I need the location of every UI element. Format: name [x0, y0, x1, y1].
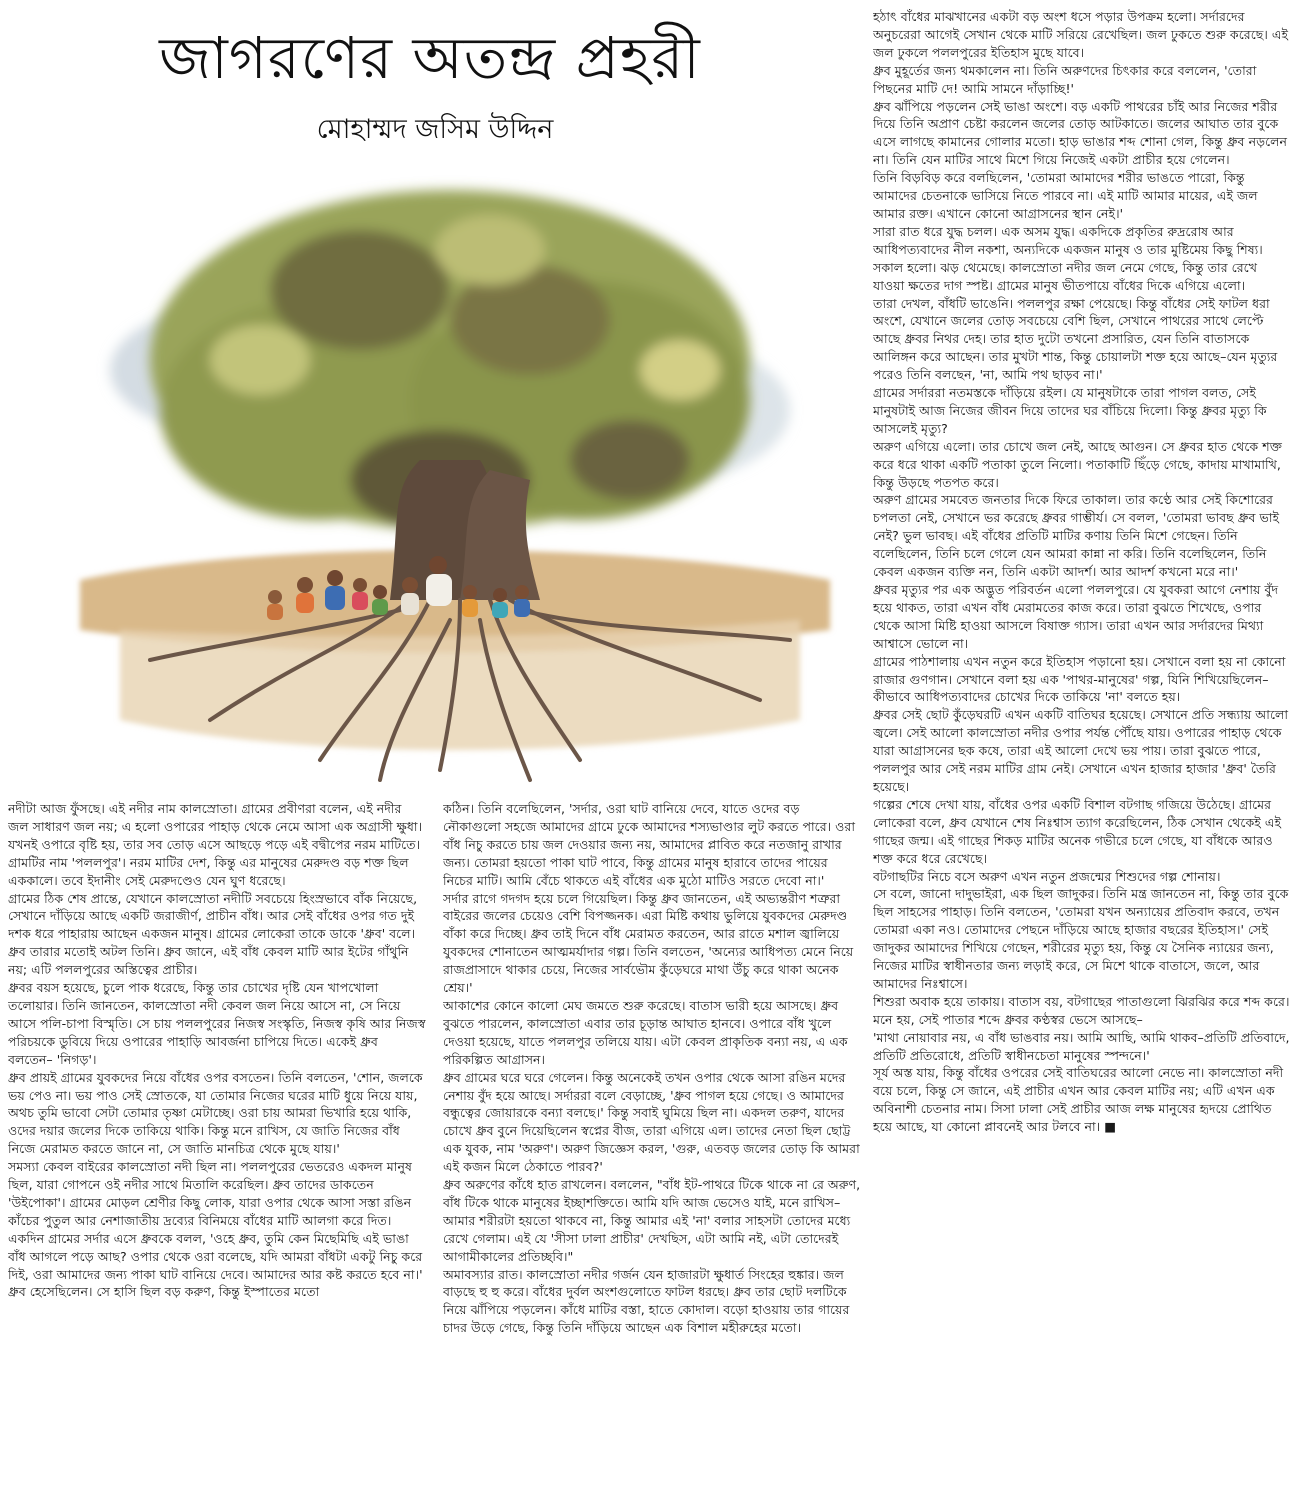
paragraph: বটগাছটির নিচে বসে অরুণ এখন নতুন প্রজন্মের শিশুদের গল্প শোনায়।: [873, 868, 1221, 884]
tree-with-people-illustration: [60, 160, 840, 790]
paragraph: গ্রামের সর্দাররা নতমস্তকে দাঁড়িয়ে রইল। যে মানুষটাকে তারা পাগল বলত, সেই মানুষটাই আজ নিজের জীবন দিয়ে তাদের ঘর বাঁচিয়ে দিলো। কিন্তু ধ্রুবর মৃত্যু কি আসলেই মৃত্যু?: [873, 385, 1267, 436]
paragraph: সমস্যা কেবল বাইরের কালস্রোতা নদী ছিল না। পললপুরের ভেতরেও একদল মানুষ ছিল, যারা গোপনে ওই নদীর সাথে মিতালি করেছিল। ধ্রুব তাদের ডাকতেন 'উইপোকা'। গ্রামের মোড়ল শ্রেণীর কিছু লোক, যারা ওপার থেকে আসা সস্তা রঙিন কাঁচের পুতুল আর নেশাজাতীয় দ্রব্যের বিনিময়ে বাঁধের মাটি আলগা করে দিত।: [8, 1159, 412, 1228]
article-column-middle: [443, 800, 861, 1496]
paragraph: ধ্রুব অরুণের কাঁধে হাত রাখলেন। বললেন, "বাঁধ ইট-পাথরে টিকে থাকে না রে অরুণ, বাঁধ টিকে থাকে মানুষের ইচ্ছাশক্তিতে। আমি যদি আজ ভেসেও যাই, মনে রাখিস–আমার শরীরটা হয়তো থাকবে না, কিন্তু আমার এই 'না' বলার সাহসটা তোদের মধ্যে রেখে গেলাম। এই যে 'সীসা ঢালা প্রাচীর' দেখছিস, এটা আমি নই, এটা তোদেরই আগামীকালের প্রতিচ্ছবি।": [443, 1177, 861, 1264]
paragraph: ধ্রুবর বয়স হয়েছে, চুলে পাক ধরেছে, কিন্তু তার চোখের দৃষ্টি যেন খাপখোলা তলোয়ার। তিনি জানতেন, কালস্রোতা নদী কেবল জল নিয়ে আসে না, সে নিয়ে আসে পলি-চাপা বিস্মৃতি। সে চায় পললপুরের নিজস্ব সংস্কৃতি, নিজস্ব কৃষি আর নিজস্ব পরিচয়কে ডুবিয়ে দিয়ে ওপারের পাহাড়ি আবর্জনা চাপিয়ে দিতে। একেই ধ্রুব বলতেন– 'নিগড়'।: [8, 980, 426, 1067]
paragraph: নদীটা আজ ফুঁসছে। এই নদীর নাম কালস্রোতা। গ্রামের প্রবীণরা বলেন, এই নদীর জল সাধারণ জল নয়; এ হলো ওপারের পাহাড় থেকে নেমে আসা এক অগ্রাসী ক্ষুধা। যখনই ওপারে বৃষ্টি হয়, তার সব তোড় এসে আছড়ে পড়ে এই বদ্বীপের নরম মাটিতে। গ্রামটির নাম 'পললপুর'। নরম মাটির দেশ, কিন্তু এর মানুষের মেরুদণ্ড বড় শক্ত ছিল এককালে। তবে ইদানীং সেই মেরুদণ্ডেও যেন ঘুণ ধরেছে।: [8, 801, 423, 888]
paragraph: সে বলে, জানো দাদুভাইরা, এক ছিল জাদুকর। তিনি মন্ত্র জানতেন না, কিন্তু তার বুকে ছিল সাহসের পাহাড়। তিনি বলতেন, 'তোমরা যখন অন্যায়ের প্রতিবাদ করবে, তখন তোমরা একা নও। তোমাদের পেছনে দাঁড়িয়ে আছে হাজার বছরের ইতিহাস।' সেই জাদুকর আমাদের শিখিয়ে গেছেন, শরীরের মৃত্যু হয়, কিন্তু যে সৈনিক ন্যায়ের জন্য, নিজের মাটির স্বাধীনতার জন্য লড়াই করে, সে মিশে থাকে বাতাসে, জলে, আর আমাদের নিঃশ্বাসে।: [873, 886, 1289, 991]
article-author: মোহাম্মদ জসিম উদ্দিন: [316, 114, 554, 145]
article-column-right: [873, 8, 1291, 1496]
paragraph: ধ্রুব গ্রামের ঘরে ঘরে গেলেন। কিন্তু অনেকেই তখন ওপার থেকে আসা রঙিন মদের নেশায় বুঁদ হয়ে আছে। সর্দাররা বলে বেড়াচ্ছে, 'ধ্রুব পাগল হয়ে গেছে। ও আমাদের বন্ধুত্বের জোয়ারকে বন্যা বলছে।' কিন্তু সবাই ঘুমিয়ে ছিল না। একদল তরুণ, যাদের চোখে ধ্রুব বুনে দিয়েছিলেন স্বপ্নের বীজ, তারা এগিয়ে এল। তাদের নেতা ছিল ছোট্ট এক যুবক, নাম 'অরুণ'। অরুণ জিজ্ঞেস করল, 'গুরু, এতবড় জলের তোড় কি আমরা এই কজন মিলে ঠেকাতে পারব?': [443, 1069, 860, 1175]
paragraph: অরুণ এগিয়ে এলো। তার চোখে জল নেই, আছে আগুন। সে ধ্রুবর হাত থেকে শক্ত করে ধরে থাকা একটি পতাকা তুলে নিলো। পতাকাটি ছিঁড়ে গেছে, কাদায় মাখামাখি, কিন্তু উড়ছে পতপত করে।: [873, 438, 1282, 490]
paragraph: 'মাথা নোয়াবার নয়, এ বাঁধ ভাঙবার নয়। আমি আছি, আমি থাকব–প্রতিটি প্রতিবাদে, প্রতিটি প্রতিরোধে, প্রতিটি স্বাধীনচেতা মানুষের স্পন্দনে।': [873, 1029, 1290, 1063]
paragraph: কঠিন। তিনি বলেছিলেন, 'সর্দার, ওরা ঘাট বানিয়ে দেবে, যাতে ওদের বড় নৌকাগুলো সহজে আমাদের গ্রামে ঢুকে আমাদের শস্যভাণ্ডার লুট করতে পারে। ওরা বাঁধ নিচু করতে চায় জল দেওয়ার জন্য নয়, আমাদের প্লাবিত করে নতজানু রাখার জন্য। তোমরা হয়তো পাকা ঘাট পাবে, কিন্তু গ্রামের মানুষ হারাবে তাদের পায়ের নিচের মাটি। আমি বেঁচে থাকতে এই বাঁধের এক মুঠো মাটিও সরতে দেবো না।': [443, 801, 856, 888]
article-title: জাগরণের অতন্দ্র প্রহরী: [159, 24, 701, 92]
paragraph: ধ্রুব ঝাঁপিয়ে পড়লেন সেই ভাঙা অংশে। বড় একটি পাথরের চাঁই আর নিজের শরীর দিয়ে তিনি অপ্রাণ চেষ্টা করলেন জলের তোড় আটকাতে। জলের আঘাত তার বুকে এসে লাগছে কামানের গোলার মতো। হাড় ভাঙার শব্দ শোনা গেল, কিন্তু ধ্রুব নড়লেন না। তিনি যেন মাটির সাথে মিশে গিয়ে নিজেই একটা প্রাচীর হয়ে গেলেন।: [873, 98, 1288, 168]
paragraph: একদিন গ্রামের সর্দার এসে ধ্রুবকে বলল, 'ওহে ধ্রুব, তুমি কেন মিছেমিছি এই ভাঙা বাঁধ আগলে পড়ে আছ? ওপার থেকে ওরা বলেছে, যদি আমরা বাঁধটা একটু নিচু করে দিই, ওরা আমাদের জন্য পাকা ঘাট বানিয়ে দেবে। আমাদের আর কষ্ট করতে হবে না।': [8, 1230, 423, 1282]
paragraph: গল্পের শেষে দেখা যায়, বাঁধের ওপর একটি বিশাল বটগাছ গজিয়ে উঠেছে। গ্রামের লোকেরা বলে, ধ্রুব যেখানে শেষ নিঃশ্বাস ত্যাগ করেছিলেন, ঠিক সেখান থেকেই এই গাছের জন্ম। এই গাছের শিকড় মাটির অনেক গভীরে চলে গেছে, যা বাঁধকে আরও শক্ত করে ধরে রেখেছে।: [873, 796, 1281, 866]
paragraph: হঠাৎ বাঁধের মাঝখানের একটা বড় অংশ ধসে পড়ার উপক্রম হলো। সর্দারদের অনুচরেরা আগেই সেখান থেকে মাটি সরিয়ে রেখেছিল। জল ঢুকতে শুরু করেছে। এই জল ঢুকলে পললপুরের ইতিহাস মুছে যাবে।: [873, 9, 1289, 60]
paragraph: গ্রামের পাঠশালায় এখন নতুন করে ইতিহাস পড়ানো হয়। সেখানে বলা হয় না কোনো রাজার গুণগান। সেখানে বলা হয় এক 'পাথর-মানুষের' গল্প, যিনি শিখিয়েছিলেন–কীভাবে আধিপত্যবাদের চোখের দিকে তাকিয়ে 'না' বলতে হয়।: [873, 653, 1286, 705]
paragraph: গ্রামের ঠিক শেষ প্রান্তে, যেখানে কালস্রোতা নদীটি সবচেয়ে হিংস্রভাবে বাঁক নিয়েছে, সেখানে দাঁড়িয়ে আছে একটি জরাজীর্ণ, প্রাচীন বাঁধ। আর সেই বাঁধের ওপর গত দুই দশক ধরে পাহারায় আছেন একজন মানুষ। গ্রামের লোকেরা তাকে ডাকে 'ধ্রুব' বলে। ধ্রুব তারার মতোই অটল তিনি। ধ্রুব জানে, এই বাঁধ কেবল মাটি আর ইটের গাঁথুনি নয়; এটি পললপুরের অস্তিত্বের প্রাচীর।: [8, 890, 418, 978]
paragraph: তিনি বিড়বিড় করে বলছিলেন, 'তোমরা আমাদের শরীর ভাঙতে পারো, কিন্তু আমাদের চেতনাকে ভাসিয়ে নিতে পারবে না। এই মাটি আমার মায়ের, এই জল আমার রক্ত। এখানে কোনো আগ্রাসনের স্থান নেই।': [873, 170, 1258, 221]
paragraph: ধ্রুব মুহূর্তের জন্য থমকালেন না। তিনি অরুণদের চিৎকার করে বললেন, 'তোরা পিছনের মাটি দে! আমি সামনে দাঁড়াচ্ছি!': [873, 62, 1257, 96]
paragraph: ধ্রুব প্রায়ই গ্রামের যুবকদের নিয়ে বাঁধের ওপর বসতেন। তিনি বলতেন, 'শোন, জলকে ভয় পেও না। ভয় পাও সেই স্রোতকে, যা তোমার নিজের ঘরের মাটি ধুয়ে নিয়ে যায়, অথচ তুমি ভাবো সেটা তোমার তৃষ্ণা মেটাচ্ছে। ওরা চায় আমরা ভিখারি হয়ে থাকি, ওদের দয়ার জলের দিকে তাকিয়ে থাকি। কিন্তু মনে রাখিস, যে জাতি নিজের বাঁধ নিজে মেরামত করতে জানে না, সে জাতি মানচিত্র থেকে মুছে যায়।': [8, 1069, 423, 1157]
paragraph: শিশুরা অবাক হয়ে তাকায়। বাতাস বয়, বটগাছের পাতাগুলো ঝিরঝির করে শব্দ করে। মনে হয়, সেই পাতার শব্দে ধ্রুবর কণ্ঠস্বর ভেসে আসছে–: [873, 993, 1290, 1027]
paragraph: সূর্য অস্ত যায়, কিন্তু বাঁধের ওপরের সেই বাতিঘরের আলো নেভে না। কালস্রোতা নদী বয়ে চলে, কিন্তু সে জানে, এই প্রাচীর এখন আর কেবল মাটির নয়; এটি এখন এক অবিনাশী চেতনার নাম। সিসা ঢালা সেই প্রাচীর আজ লক্ষ মানুষের হৃদয়ে প্রোথিত হয়ে আছে, যা কোনো প্লাবনেই আর টলবে না। ■: [873, 1065, 1284, 1135]
paragraph: আকাশের কোনে কালো মেঘ জমতে শুরু করেছে। বাতাস ভারী হয়ে আসছে। ধ্রুব বুঝতে পারলেন, কালস্রোতা এবার তার চূড়ান্ত আঘাত হানবে। ওপারে বাঁধ খুলে দেওয়া হয়েছে, যাতে পললপুর তলিয়ে যায়। এটা কেবল প্রাকৃতিক বন্যা নয়, এ এক পরিকল্পিত আগ্রাসন।: [443, 997, 848, 1067]
paragraph: ধ্রুবর সেই ছোট কুঁড়েঘরটি এখন একটি বাতিঘর হয়েছে। সেখানে প্রতি সন্ধ্যায় আলো জ্বলে। সেই আলো কালস্রোতা নদীর ওপার পর্যন্ত পৌঁছে যায়। ওপারের পাহাড় থেকে যারা আগ্রাসনের ছক কষে, তারা এই আলো দেখে ভয় পায়। তারা বুঝতে পারে, পললপুর আর সেই নরম মাটির গ্রাম নেই। সেখানে এখন হাজার হাজার 'ধ্রুব' তৈরি হয়েছে।: [873, 707, 1289, 794]
paragraph: ধ্রুব হেসেছিলেন। সে হাসি ছিল বড় করুণ, কিন্তু ইস্পাতের মতো: [8, 1284, 320, 1300]
paragraph: অরুণ গ্রামের সমবেত জনতার দিকে ফিরে তাকাল। তার কণ্ঠে আর সেই কিশোরের চপলতা নেই, সেখানে ভর করেছে ধ্রুবর গাম্ভীর্য। সে বলল, 'তোমরা ভাবছ ধ্রুব ভাই নেই? ভুল ভাবছ। এই বাঁধের প্রতিটি মাটির কণায় তিনি মিশে গেছেন। তিনি বলেছিলেন, তিনি চলে গেলে যেন আমরা কান্না না করি। তিনি বলেছিলেন, তিনি কেবল একজন ব্যক্তি নন, তিনি একটা আদর্শ। আর আদর্শ কখনো মরে না।': [873, 492, 1280, 580]
paragraph: তারা দেখল, বাঁধটি ভাঙেনি। পললপুর রক্ষা পেয়েছে। কিন্তু বাঁধের সেই ফাটল ধরা অংশে, যেখানে জলের তোড় সবচেয়ে বেশি ছিল, সেখানে পাথরের সাথে লেপ্টে আছে ধ্রুবর নিথর দেহ। তার হাত দুটো তখনো প্রসারিত, যেন তিনি বাতাসকে আলিঙ্গন করে আছেন। তার মুখটা শান্ত, কিন্তু চোয়ালটা শক্ত হয়ে আছে–যেন মৃত্যুর পরেও তিনি বলছেন, 'না, আমি পথ ছাড়ব না।': [873, 295, 1278, 383]
paragraph: সকাল হলো। ঝড় থেমেছে। কালস্রোতা নদীর জল নেমে গেছে, কিন্তু তার রেখে যাওয়া ক্ষতের দাগ স্পষ্ট। গ্রামের মানুষ ভীতপায়ে বাঁধের দিকে এগিয়ে এলো।: [873, 259, 1257, 293]
paragraph: সারা রাত ধরে যুদ্ধ চলল। এক অসম যুদ্ধ। একদিকে প্রকৃতির রুদ্ররোষ আর আধিপত্যবাদের নীল নকশা, অন্যদিকে একজন মানুষ ও তার মুষ্টিমেয় কিছু শিষ্য।: [873, 223, 1263, 257]
paragraph: অমাবস্যার রাত। কালস্রোতা নদীর গর্জন যেন হাজারটা ক্ষুধার্ত সিংহের হুঙ্কার। জল বাড়ছে হু হু করে। বাঁধের দুর্বল অংশগুলোতে ফাটল ধরছে। ধ্রুব তার ছোট দলটিকে নিয়ে ঝাঁপিয়ে পড়লেন। কাঁধে মাটির বস্তা, হাতে কোদাল। বড়ো হাওয়ায় তার গায়ের চাদর উড়ে গেছে, কিন্তু তিনি দাঁড়িয়ে আছেন এক বিশাল মহীরুহের মতো।: [443, 1266, 850, 1336]
article-column-left: [8, 800, 426, 1496]
paragraph: সর্দার রাগে গদগদ হয়ে চলে গিয়েছিল। কিন্তু ধ্রুব জানতেন, এই অভ্যন্তরীণ শত্রুরা বাইরের জলের চেয়েও বেশি বিপজ্জনক। এরা মিষ্টি কথায় ভুলিয়ে যুবকদের মেরুদণ্ড বাঁকা করে দিচ্ছে। ধ্রুব তাই দিনে বাঁধ মেরামত করতেন, আর রাতে মশাল জ্বালিয়ে যুবকদের শোনাতেন আত্মমর্যাদার গল্প। তিনি বলতেন, 'অন্যের আধিপত্য মেনে নিয়ে রাজপ্রাসাদে থাকার চেয়ে, নিজের সার্বভৌম কুঁড়েঘরে মাথা উঁচু করে থাকা অনেক শ্রেয়।': [443, 890, 854, 996]
paragraph: ধ্রুবর মৃত্যুর পর এক অদ্ভুত পরিবর্তন এলো পললপুরে। যে যুবকরা আগে নেশায় বুঁদ হয়ে থাকত, তারা এখন বাঁধ মেরামতের কাজ করে। তারা বুঝতে শিখেছে, ওপার থেকে আসা মিষ্টি হাওয়া আসলে বিষাক্ত গ্যাস। তারা এখন আর সর্দারদের মিথ্যা আশ্বাসে ভোলে না।: [873, 582, 1279, 651]
